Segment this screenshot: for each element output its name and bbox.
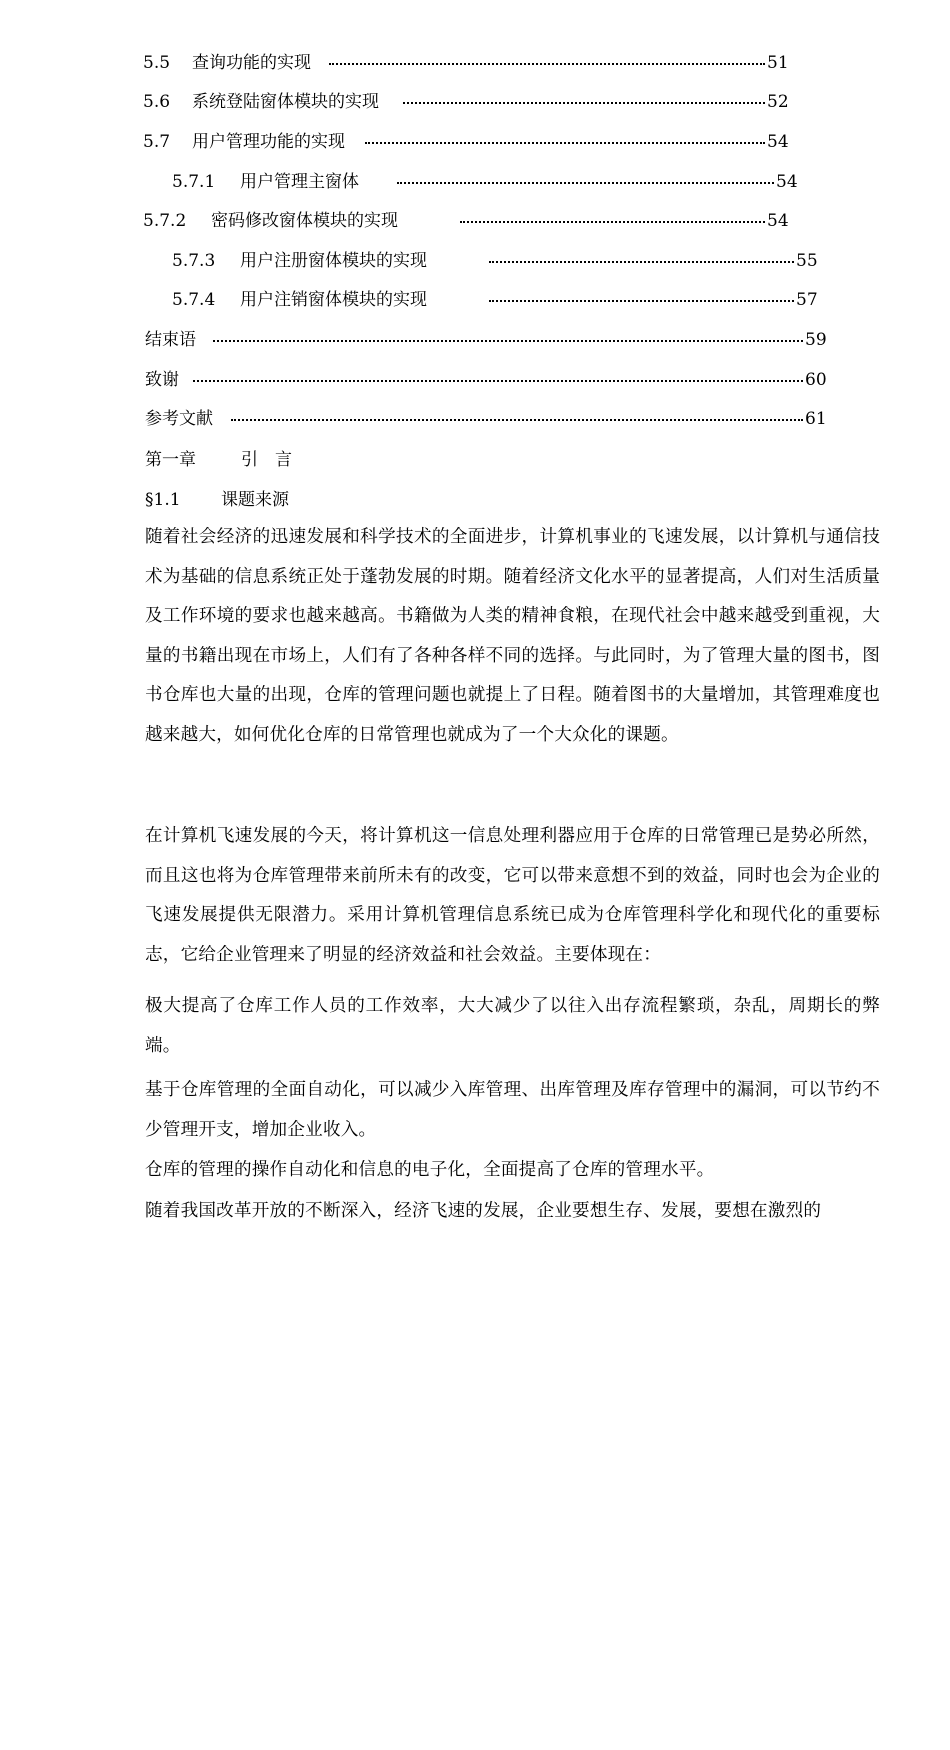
chapter-label: 第一章 bbox=[145, 450, 196, 470]
toc-page: 60 bbox=[805, 370, 827, 390]
toc-leader bbox=[365, 142, 765, 144]
toc-entry[interactable] bbox=[0, 248, 950, 274]
toc-number: 5.7.4 bbox=[172, 290, 216, 310]
toc-page: 55 bbox=[796, 251, 818, 271]
toc-leader bbox=[489, 261, 794, 263]
toc-entry[interactable] bbox=[0, 287, 950, 313]
toc-number: 5.7 bbox=[143, 132, 171, 152]
toc-page: 54 bbox=[767, 211, 789, 231]
body-paragraph: 随着我国改革开放的不断深入，经济飞速的发展，企业要想生存、发展，要想在激烈的 bbox=[145, 1201, 822, 1221]
toc-title: 用户注销窗体模块的实现 bbox=[240, 290, 427, 310]
toc-number: 5.7.1 bbox=[172, 172, 216, 192]
toc-title: 结束语 bbox=[145, 330, 196, 350]
toc-number: 5.7.2 bbox=[143, 211, 187, 231]
toc-title: 系统登陆窗体模块的实现 bbox=[192, 92, 379, 112]
toc-leader bbox=[460, 221, 765, 223]
toc-title: 用户管理主窗体 bbox=[240, 172, 359, 192]
toc-page: 57 bbox=[796, 290, 818, 310]
toc-entry[interactable] bbox=[0, 129, 950, 155]
toc-leader bbox=[403, 102, 765, 104]
toc-page: 54 bbox=[776, 172, 798, 192]
body-paragraph: 基于仓库管理的全面自动化，可以减少入库管理、出库管理及库存管理中的漏洞，可以节约不少管理开支，增加企业收入。 bbox=[145, 1080, 880, 1140]
chapter-heading bbox=[145, 447, 292, 473]
toc-leader bbox=[231, 419, 803, 421]
toc-page: 52 bbox=[767, 92, 789, 112]
chapter-title: 引 言 bbox=[241, 450, 292, 470]
toc-number: 5.5 bbox=[143, 53, 171, 73]
body-paragraph: 随着社会经济的迅速发展和科学技术的全面进步，计算机事业的飞速发展，以计算机与通信技术为基础的信息系统正处于蓬勃发展的时期。随着经济文化水平的显著提高，人们对生活质量及工作环境的要求也越来越高。书籍做为人类的精神食粮，在现代社会中越来越受到重视，大量的书籍出现在市场上，人们有了各种各样不同的选择。与此同时，为了管理大量的图书，图书仓库也大量的出现，仓库的管理问题也就提上了日程。随着图书的大量增加，其管理难度也越来越大，如何优化仓库的日常管理也就成为了一个大众化的课题。 bbox=[145, 527, 880, 745]
section-title: 课题来源 bbox=[221, 490, 289, 510]
toc-entry[interactable] bbox=[0, 327, 950, 353]
toc-title: 用户注册窗体模块的实现 bbox=[240, 251, 427, 271]
toc-title: 参考文献 bbox=[145, 409, 213, 429]
section-heading bbox=[145, 487, 289, 513]
toc-leader bbox=[213, 340, 803, 342]
toc-page: 54 bbox=[767, 132, 789, 152]
toc-title: 致谢 bbox=[145, 370, 179, 390]
toc-page: 51 bbox=[767, 53, 789, 73]
toc-entry[interactable] bbox=[0, 406, 950, 432]
toc-title: 密码修改窗体模块的实现 bbox=[211, 211, 398, 231]
toc-page: 61 bbox=[805, 409, 827, 429]
body-paragraph: 极大提高了仓库工作人员的工作效率，大大减少了以往入出存流程繁琐，杂乱，周期长的弊端。 bbox=[145, 996, 880, 1056]
toc-entry[interactable] bbox=[0, 50, 950, 76]
body-paragraph: 在计算机飞速发展的今天，将计算机这一信息处理利器应用于仓库的日常管理已是势必所然，而且这也将为仓库管理带来前所未有的改变，它可以带来意想不到的效益，同时也会为企业的飞速发展提供无限潜力。采用计算机管理信息系统已成为仓库管理科学化和现代化的重要标志，它给企业管理来了明显的经济效益和社会效益。主要体现在： bbox=[145, 826, 880, 965]
toc-entry[interactable] bbox=[0, 89, 950, 115]
toc-number: 5.6 bbox=[143, 92, 171, 112]
toc-leader bbox=[193, 380, 803, 382]
toc-page: 59 bbox=[805, 330, 827, 350]
toc-leader bbox=[489, 300, 794, 302]
toc-entry[interactable] bbox=[0, 169, 950, 195]
body-paragraph: 仓库的管理的操作自动化和信息的电子化，全面提高了仓库的管理水平。 bbox=[145, 1160, 715, 1180]
section-label: §1.1 bbox=[145, 490, 181, 510]
toc-leader bbox=[329, 63, 765, 65]
toc-entry[interactable] bbox=[0, 208, 950, 234]
toc-title: 查询功能的实现 bbox=[192, 53, 311, 73]
toc-leader bbox=[397, 182, 774, 184]
toc-number: 5.7.3 bbox=[172, 251, 216, 271]
toc-entry[interactable] bbox=[0, 367, 950, 393]
toc-title: 用户管理功能的实现 bbox=[192, 132, 345, 152]
